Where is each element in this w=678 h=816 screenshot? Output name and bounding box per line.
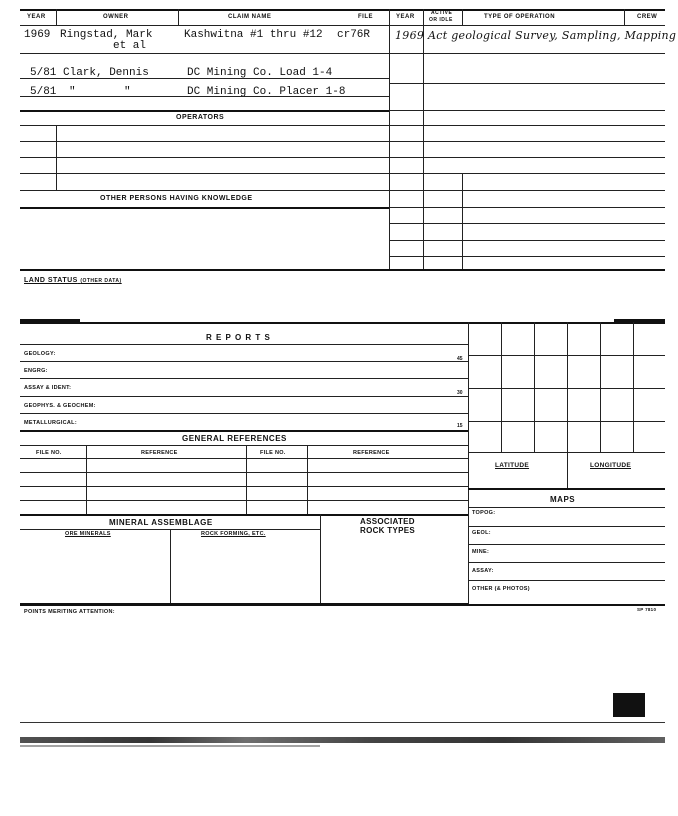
metallurgical-label: METALLURGICAL:	[24, 420, 77, 426]
mineral-col-div	[320, 514, 321, 604]
assay-label: ASSAY & IDENT:	[24, 385, 72, 391]
general-references-title: GENERAL REFERENCES	[182, 434, 287, 443]
scan-edge-band	[20, 737, 665, 743]
row1-year: 1969	[24, 29, 51, 41]
ops-rule	[389, 223, 665, 224]
header-crew: CREW	[637, 14, 658, 20]
row2-claim: DC Mining Co. Load 1-4	[187, 67, 333, 79]
header-top-rule	[20, 9, 665, 11]
header-type-of-operation: TYPE OF OPERATION	[484, 14, 556, 20]
row3-year: 5/81	[30, 86, 57, 98]
lat-long-div	[567, 452, 568, 488]
ore-minerals-label: ORE MINERALS	[65, 531, 111, 537]
header-active-2: OR IDLE	[429, 17, 453, 23]
header-claim-name: CLAIM NAME	[228, 14, 272, 20]
engrg-label: ENGRG:	[24, 368, 48, 374]
grid-col	[501, 322, 502, 452]
associated-title: ASSOCIATED	[360, 517, 415, 526]
report-line	[20, 396, 468, 397]
other-persons-rule	[20, 207, 389, 209]
mineral-col-div	[170, 529, 171, 604]
grid-row	[468, 388, 665, 389]
ops-rule	[389, 141, 665, 142]
operators-rule	[20, 125, 389, 126]
ref-rule	[20, 458, 468, 459]
assay-map-label: ASSAY:	[472, 568, 494, 574]
operators-rule	[20, 190, 389, 191]
ref-header-reference-2: REFERENCE	[353, 450, 390, 456]
maps-rule	[468, 526, 665, 527]
ref-bottom-rule	[20, 514, 468, 516]
maps-title: MAPS	[550, 495, 576, 504]
other-persons-label: OTHER PERSONS HAVING KNOWLEDGE	[100, 195, 253, 202]
scan-edge-band-2	[20, 745, 320, 747]
land-status-title: LAND STATUS	[24, 277, 78, 284]
col-div	[624, 9, 625, 25]
operators-rule	[20, 157, 389, 158]
col-div	[178, 9, 179, 25]
grid-col	[600, 322, 601, 452]
operators-rule	[20, 141, 389, 142]
header-bottom-rule	[20, 25, 665, 26]
maps-rule	[468, 544, 665, 545]
latitude-label: LATITUDE	[495, 462, 530, 469]
operation-entry-handwritten: 1969 Act geological Survey, Sampling, Mapping	[395, 29, 677, 42]
land-status-sub: (OTHER DATA)	[80, 278, 122, 284]
row1-owner: Ringstad, Mark	[60, 29, 153, 41]
maps-rule	[468, 507, 665, 508]
maps-rule	[468, 562, 665, 563]
maps-rule	[468, 580, 665, 581]
header-owner: OWNER	[103, 14, 129, 20]
scan-block	[613, 693, 645, 717]
header-file: FILE	[358, 14, 373, 20]
upper-section-bottom	[20, 269, 665, 271]
scale-15: 15	[457, 423, 463, 429]
report-line	[20, 413, 468, 414]
lower-section-bottom	[20, 604, 665, 606]
ops-rule	[389, 157, 665, 158]
ref-rule	[20, 486, 468, 487]
ref-header-reference-1: REFERENCE	[141, 450, 178, 456]
other-photos-label: OTHER (& PHOTOS)	[472, 586, 530, 592]
geology-label: GEOLOGY:	[24, 351, 56, 357]
row1-claim: Kashwitna #1 thru #12	[184, 29, 323, 41]
ops-rule	[389, 110, 665, 111]
reports-title: R E P O R T S	[206, 333, 271, 342]
maps-top-rule	[468, 488, 665, 490]
scale-30: 30	[457, 390, 463, 396]
points-meriting-label: POINTS MERITING ATTENTION:	[24, 609, 115, 615]
ops-rule	[389, 125, 665, 126]
reports-rule	[20, 344, 468, 345]
ops-rule	[389, 207, 665, 208]
report-line	[20, 361, 468, 362]
report-line	[20, 430, 468, 432]
operators-top-rule	[20, 110, 389, 112]
form-number: SP 7810	[637, 607, 657, 612]
topog-label: TOPOG:	[472, 510, 496, 516]
row2-owner: Clark, Dennis	[63, 67, 149, 79]
reports-top-rule	[20, 322, 665, 324]
mine-label: MINE:	[472, 549, 490, 555]
ref-col-div	[246, 445, 247, 515]
operators-rule	[20, 173, 389, 174]
scan-edge-line	[20, 722, 665, 723]
geol-label: GEOL:	[472, 530, 491, 536]
ops-rule	[389, 190, 665, 191]
header-year-2: YEAR	[396, 14, 415, 20]
header-active-1: ACTIVE	[431, 10, 453, 16]
row3-claim: DC Mining Co. Placer 1-8	[187, 86, 346, 98]
row1-owner-cont: et al	[113, 40, 147, 52]
col-div	[462, 9, 463, 25]
rock-types-title: ROCK TYPES	[360, 526, 416, 535]
row2-rule	[20, 78, 389, 79]
row3-owner-ditto-2: "	[124, 86, 131, 98]
ops-rule	[389, 240, 665, 241]
rock-forming-label: ROCK FORMING, ETC.	[201, 531, 266, 537]
ref-col-div	[86, 445, 87, 515]
ops-rule	[389, 53, 665, 54]
ref-rule	[20, 472, 468, 473]
col-div	[462, 173, 463, 269]
operators-col-div	[56, 125, 57, 190]
mineral-assemblage-title: MINERAL ASSEMBLAGE	[109, 518, 213, 527]
col-div	[56, 9, 57, 25]
ref-rule	[20, 500, 468, 501]
grid-row	[468, 421, 665, 422]
col-div	[389, 9, 390, 269]
ops-rule	[389, 83, 665, 84]
grid-col	[534, 322, 535, 452]
grid-row	[468, 355, 665, 356]
geophys-label: GEOPHYS. & GEOCHEM:	[24, 403, 96, 409]
scale-45: 45	[457, 356, 463, 362]
row2-year: 5/81	[30, 67, 57, 79]
operators-label: OPERATORS	[176, 114, 225, 121]
land-status-label	[24, 277, 122, 284]
col-div	[423, 9, 424, 269]
header-year: YEAR	[27, 14, 46, 20]
grid-col	[567, 322, 568, 452]
ref-header-file-no-1: FILE NO.	[36, 450, 62, 456]
grid-col	[633, 322, 634, 452]
ref-header-file-no-2: FILE NO.	[260, 450, 286, 456]
ref-col-div	[307, 445, 308, 515]
row1-rule	[20, 53, 389, 54]
longitude-label: LONGITUDE	[590, 462, 631, 469]
ops-rule	[389, 256, 665, 257]
report-line	[20, 378, 468, 379]
gen-ref-rule	[20, 445, 468, 446]
ops-rule	[389, 173, 665, 174]
row3-rule	[20, 96, 389, 97]
row3-owner-ditto: "	[69, 86, 76, 98]
row1-file: cr76R	[337, 29, 371, 41]
